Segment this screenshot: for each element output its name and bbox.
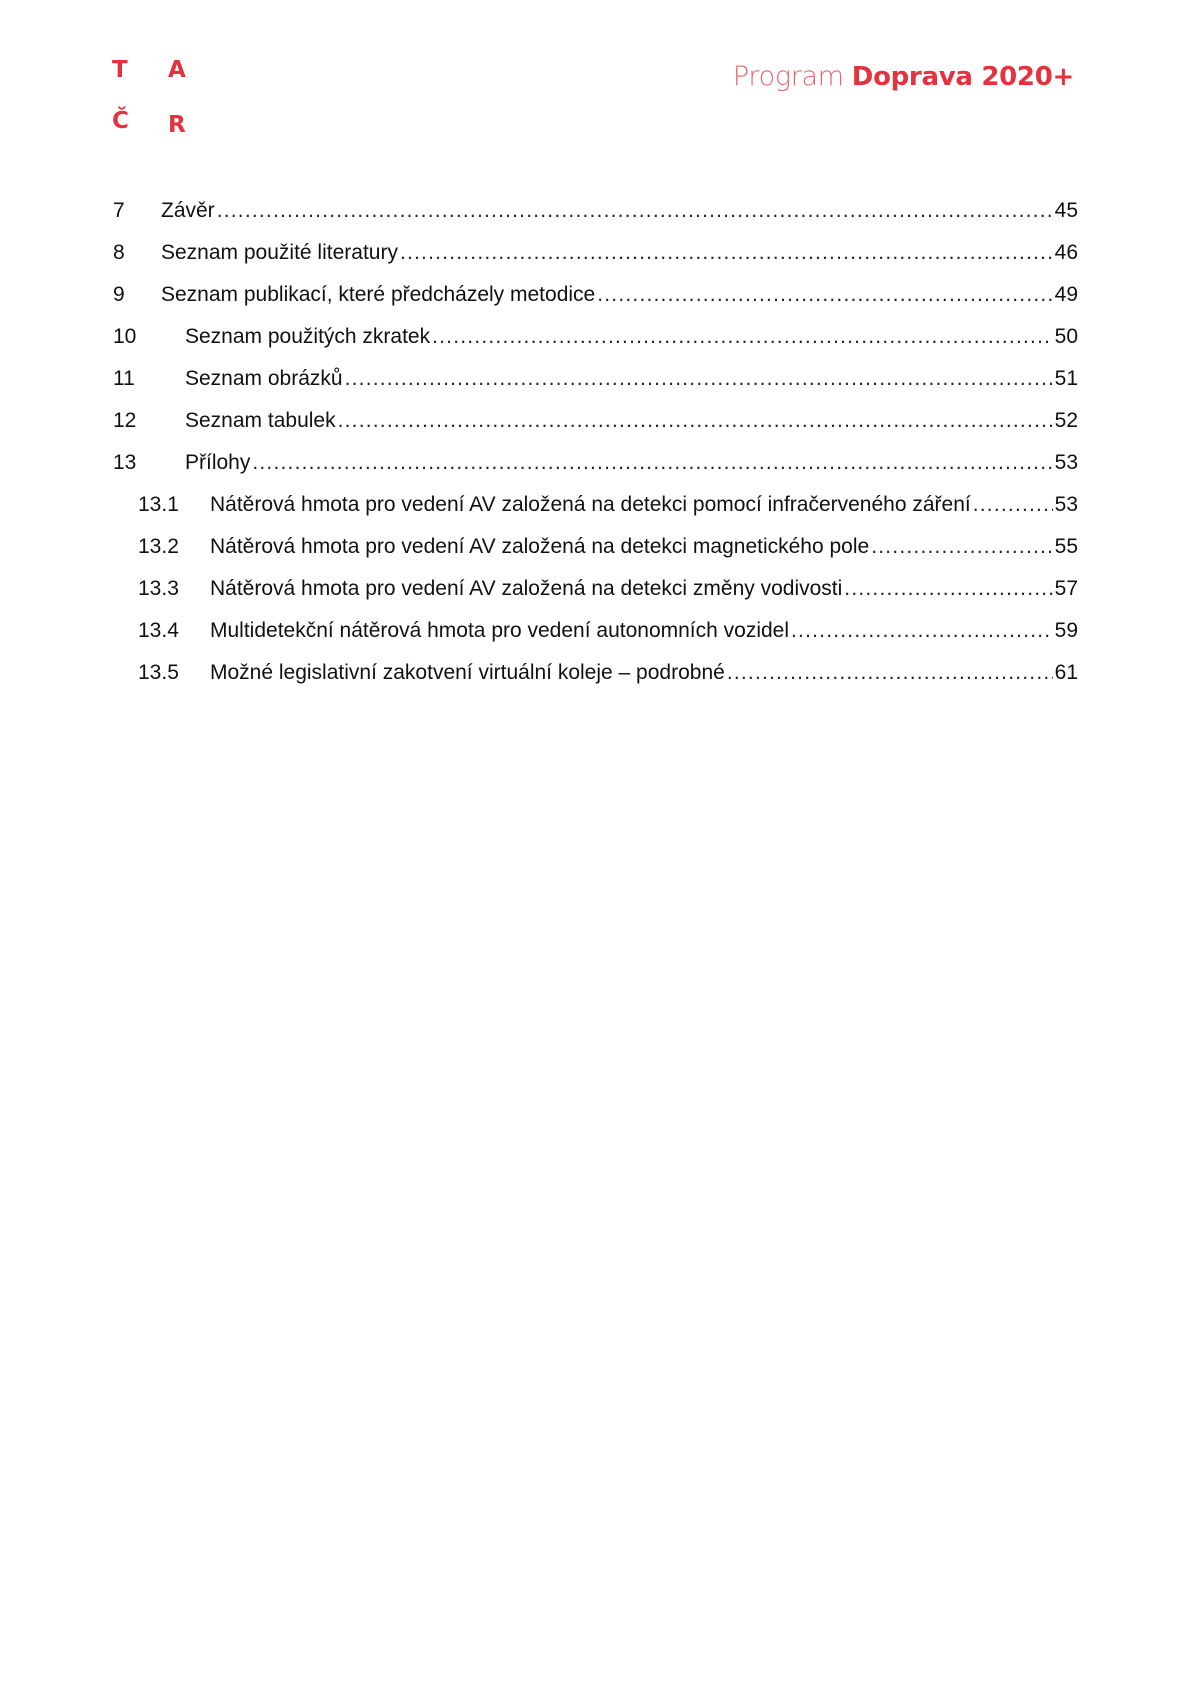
toc-title: Možné legislativní zakotvení virtuální koleje – podrobné xyxy=(210,661,725,684)
toc-entry[interactable] xyxy=(113,534,1078,576)
toc-page: 53 xyxy=(1054,451,1078,474)
toc-number: 10 xyxy=(113,325,137,348)
toc-leader xyxy=(338,408,1053,434)
toc-title: Přílohy xyxy=(185,451,251,474)
toc-entry[interactable] xyxy=(113,618,1078,660)
toc-leader xyxy=(252,450,1052,476)
table-of-contents xyxy=(113,198,1078,702)
logo-letter: T xyxy=(112,57,128,83)
toc-entry[interactable] xyxy=(113,492,1078,534)
toc-page: 49 xyxy=(1054,283,1078,306)
toc-number: 13.4 xyxy=(138,619,179,642)
program-name: Doprava 2020+ xyxy=(851,62,1074,92)
toc-title: Seznam tabulek xyxy=(185,409,336,432)
program-prefix: Program xyxy=(732,61,844,92)
toc-page: 57 xyxy=(1054,577,1078,600)
toc-number: 13.2 xyxy=(138,535,179,558)
toc-page: 52 xyxy=(1054,409,1078,432)
toc-leader xyxy=(973,492,1053,518)
toc-number: 7 xyxy=(113,199,125,222)
toc-entry[interactable] xyxy=(113,450,1078,492)
toc-leader xyxy=(844,576,1052,602)
toc-number: 12 xyxy=(113,409,137,432)
toc-entry[interactable] xyxy=(113,408,1078,450)
tacr-logo xyxy=(112,56,192,146)
toc-leader xyxy=(791,618,1053,644)
toc-number: 11 xyxy=(113,367,135,390)
toc-title: Nátěrová hmota pro vedení AV založená na detekci pomocí infračerveného záření xyxy=(210,493,971,516)
logo-letter: A xyxy=(168,57,186,83)
toc-page: 45 xyxy=(1054,199,1078,222)
toc-number: 13 xyxy=(113,451,137,474)
toc-page: 50 xyxy=(1054,325,1078,348)
toc-entry[interactable] xyxy=(113,240,1078,282)
toc-title: Seznam publikací, které předcházely metodice xyxy=(161,283,596,306)
toc-page: 55 xyxy=(1054,535,1078,558)
toc-entry[interactable] xyxy=(113,282,1078,324)
toc-leader xyxy=(400,240,1053,266)
toc-leader xyxy=(597,282,1052,308)
toc-leader xyxy=(345,366,1053,392)
toc-title: Nátěrová hmota pro vedení AV založená na detekci magnetického pole xyxy=(210,535,870,558)
toc-page: 61 xyxy=(1054,661,1078,684)
toc-number: 13.1 xyxy=(138,493,179,516)
toc-leader xyxy=(871,534,1052,560)
toc-page: 59 xyxy=(1054,619,1078,642)
toc-number: 13.3 xyxy=(138,577,179,600)
toc-page: 51 xyxy=(1054,367,1078,390)
toc-title: Seznam použitých zkratek xyxy=(185,325,431,348)
toc-entry[interactable] xyxy=(113,576,1078,618)
toc-page: 46 xyxy=(1054,241,1078,264)
toc-title: Závěr xyxy=(161,199,215,222)
toc-entry[interactable] xyxy=(113,324,1078,366)
toc-leader xyxy=(432,324,1053,350)
toc-entry[interactable] xyxy=(113,366,1078,408)
toc-number: 13.5 xyxy=(138,661,179,684)
toc-leader xyxy=(727,660,1053,686)
toc-title: Multidetekční nátěrová hmota pro vedení autonomních vozidel xyxy=(210,619,790,642)
toc-title: Seznam použité literatury xyxy=(161,241,398,264)
toc-number: 8 xyxy=(113,241,125,264)
logo-letter: R xyxy=(168,112,186,138)
toc-title: Seznam obrázků xyxy=(185,367,343,390)
toc-page: 53 xyxy=(1054,493,1078,516)
toc-title: Nátěrová hmota pro vedení AV založená na detekci změny vodivosti xyxy=(210,577,843,600)
logo-letter: Č xyxy=(112,108,129,134)
program-title xyxy=(733,59,1074,94)
toc-entry[interactable] xyxy=(113,660,1078,702)
toc-entry[interactable] xyxy=(113,198,1078,240)
toc-number: 9 xyxy=(113,283,125,306)
toc-leader xyxy=(217,198,1053,224)
